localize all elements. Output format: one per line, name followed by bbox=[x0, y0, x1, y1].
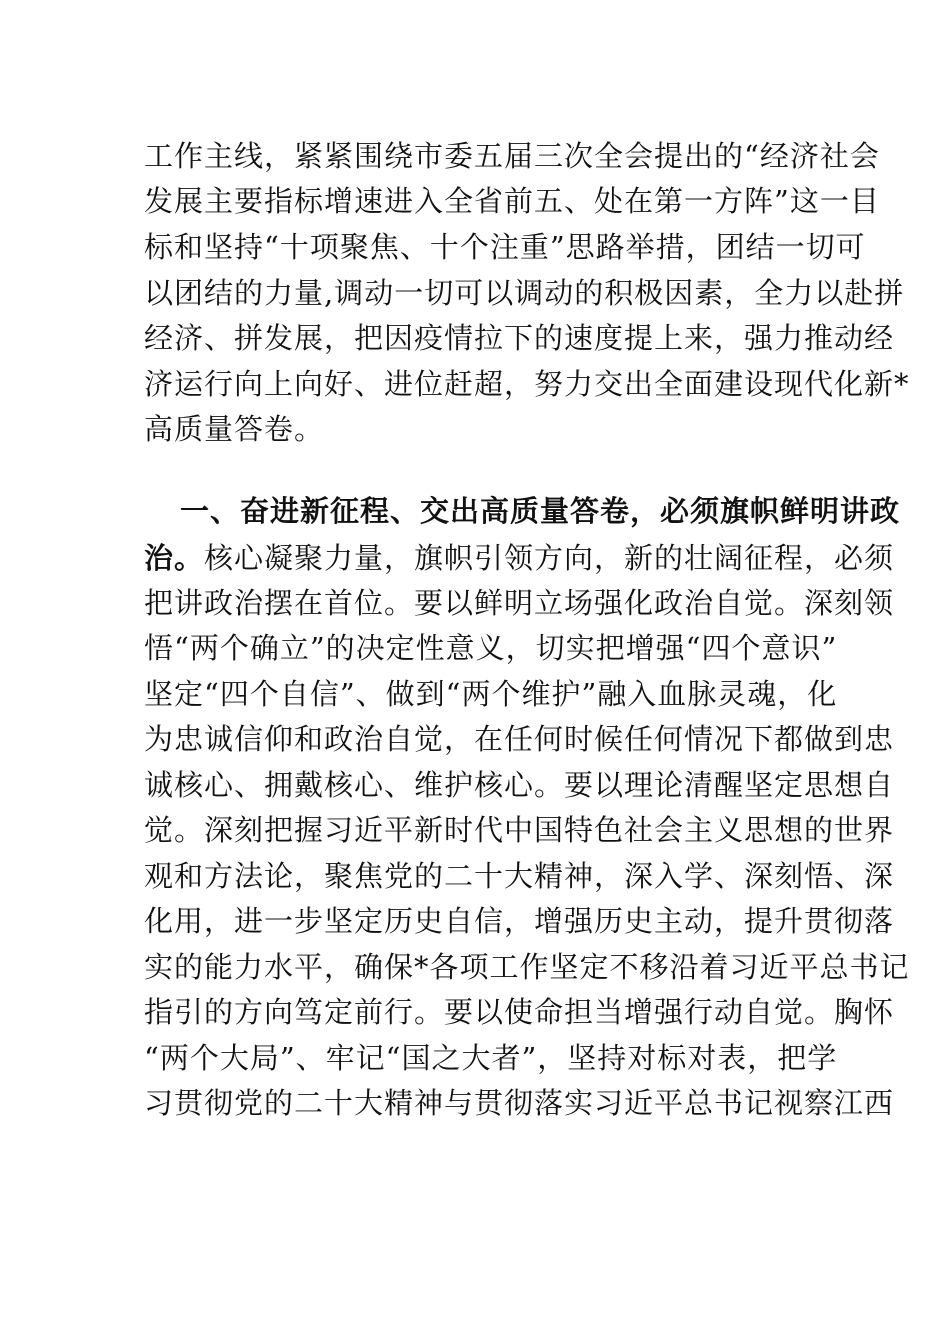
text-line: 为忠诚信仰和政治自觉，在任何时候任何情况下都做到忠 bbox=[144, 722, 895, 756]
section-body-start: 核心凝聚力量，旗帜引领方向，新的壮阔征程，必须 bbox=[204, 541, 895, 575]
text-line: 指引的方向笃定前行。要以使命担当增强行动自觉。胸怀 bbox=[144, 995, 895, 1029]
text-line: 经济、拼发展，把因疫情拉下的速度提上来，强力推动经 bbox=[144, 321, 895, 355]
text-line: 标和坚持“十项聚焦、十个注重”思路举措，团结一切可 bbox=[144, 230, 866, 264]
text-line: 化用，进一步坚定历史自信，增强历史主动，提升贯彻落 bbox=[144, 904, 895, 938]
text-line: 坚定“四个自信”、做到“两个维护”融入血脉灵魂，化 bbox=[144, 677, 838, 711]
text-line: 觉。深刻把握习近平新时代中国特色社会主义思想的世界 bbox=[144, 813, 895, 847]
text-line: 观和方法论，聚焦党的二十大精神，深入学、深刻悟、深 bbox=[144, 859, 895, 893]
text-line: 以团结的力量,调动一切可以调动的积极因素，全力以赴拼 bbox=[144, 276, 905, 310]
section-heading-continuation bbox=[144, 538, 894, 578]
text-line: 悟“两个确立”的决定性意义，切实把增强“四个意识” bbox=[144, 631, 838, 665]
section-heading: 一、奋进新征程、交出高质量答卷，必须旗帜鲜明讲政 bbox=[180, 494, 901, 528]
text-line: 高质量答卷。 bbox=[144, 412, 325, 446]
text-line: 济运行向上向好、进位赶超，努力交出全面建设现代化新* bbox=[144, 367, 910, 401]
text-line: 发展主要指标增速进入全省前五、处在第一方阵”这一目 bbox=[144, 184, 880, 218]
text-line: 工作主线，紧紧围绕市委五届三次全会提出的“经济社会 bbox=[144, 139, 880, 173]
text-line: 习贯彻党的二十大精神与贯彻落实习近平总书记视察江西 bbox=[144, 1086, 895, 1120]
text-line: 把讲政治摆在首位。要以鲜明立场强化政治自觉。深刻领 bbox=[144, 586, 895, 620]
text-line: “两个大局”、牢记“国之大者”，坚持对标对表，把学 bbox=[144, 1041, 838, 1075]
text-line: 实的能力水平，确保*各项工作坚定不移沿着习近平总书记 bbox=[144, 950, 910, 984]
section-heading-end: 治。 bbox=[144, 541, 205, 575]
text-line: 诚核心、拥戴核心、维护核心。要以理论清醒坚定思想自 bbox=[144, 768, 895, 802]
